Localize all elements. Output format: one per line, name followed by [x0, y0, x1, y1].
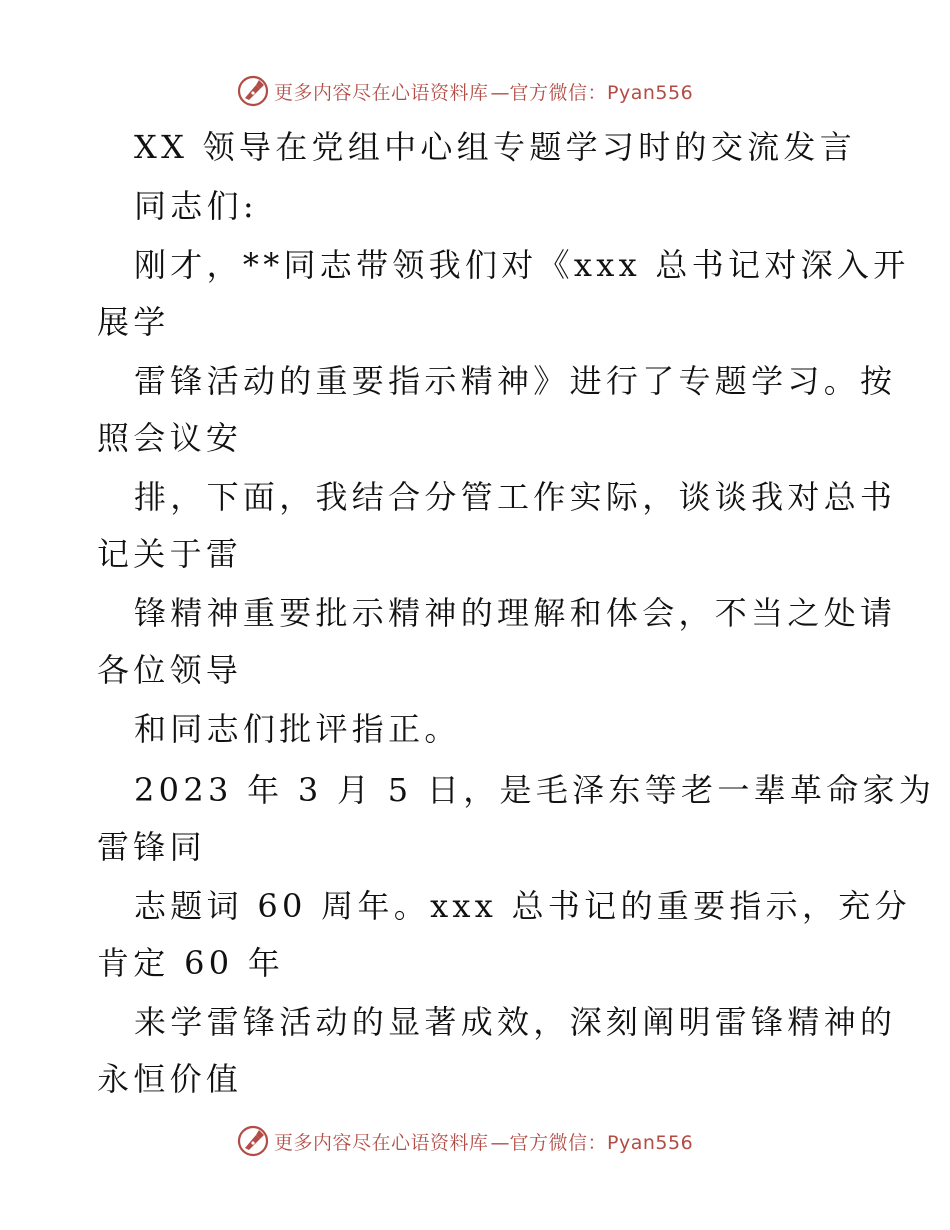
text-line: 雷锋同 [97, 828, 206, 866]
text-line: 各位领导 [97, 651, 243, 689]
footer-watermark [236, 1124, 693, 1158]
text-line: 刚才，**同志带领我们对《xxx 总书记对深入开 [134, 246, 910, 284]
text-line: 展学 [97, 303, 170, 341]
text-line: 和同志们批评指正。 [134, 710, 461, 748]
text-line: 雷锋活动的重要指示精神》进行了专题学习。按 [134, 362, 897, 400]
text-line: 来学雷锋活动的显著成效，深刻阐明雷锋精神的 [134, 1003, 897, 1041]
text-line: 志题词 60 周年。xxx 总书记的重要指示，充分 [134, 887, 911, 925]
text-line: 肯定 60 年 [97, 944, 285, 982]
watermark-text: 更多内容尽在心语资料库 — 官方微信：Pyan556 [274, 81, 694, 104]
text-line: 同志们: [134, 187, 258, 225]
pen-nib-circle-icon [236, 1124, 270, 1158]
text-line: 记关于雷 [97, 535, 243, 573]
text-line: 2023 年 3 月 5 日，是毛泽东等老一辈革命家为 [134, 771, 936, 809]
text-line: 锋精神重要批示精神的理解和体会，不当之处请 [134, 594, 897, 632]
watermark-text: 更多内容尽在心语资料库 — 官方微信：Pyan556 [274, 1131, 694, 1154]
text-line: 排，下面，我结合分管工作实际，谈谈我对总书 [134, 478, 897, 516]
text-line: 照会议安 [97, 419, 243, 457]
document-title: XX 领导在党组中心组专题学习时的交流发言 [134, 128, 857, 166]
text-line: 永恒价值 [97, 1060, 243, 1098]
